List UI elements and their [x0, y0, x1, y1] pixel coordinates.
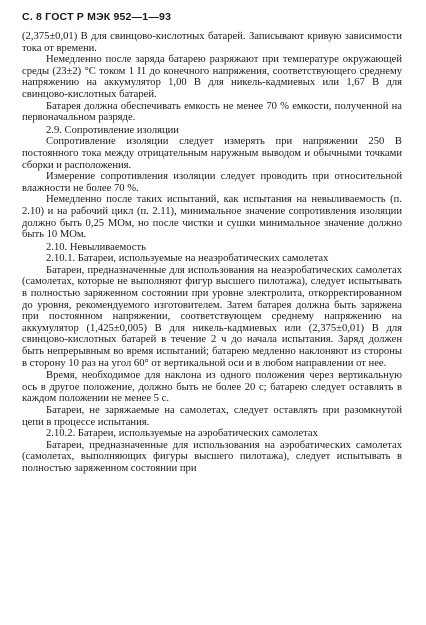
- paragraph-3: Батарея должна обеспечивать емкость не менее 70 % емкости, полученной на первоначальном разряде.: [22, 100, 402, 124]
- paragraph-6: Немедленно после таких испытаний, как испытания на невыливаемость (п. 2.10) и на рабочий цикл (п. 2.11), минимальное значение сопротивления изоляции должно быть 0,25 МОм, но после чистки и сушки минимальное значение должно быть 10 МОм.: [22, 194, 402, 241]
- paragraph-1: (2,375±0,01) В для свинцово-кислотных батарей. Записывают кривую зависимости тока от времени.: [22, 31, 402, 54]
- paragraph-7: Батареи, предназначенные для использования на неаэробатических самолетах (самолетах, которые не выполняют фигур высшего пилотажа), следует испытывать в полностью заряженном состоянии при уровне электролита, откорректированном до уровня, рекомендуемого изготовителем. Затем батарея должна быть заряжена при постоянном напряжении, соответствующем среднему напряжению на аккумулятор (1,425±0,005) В для никель-кадмиевых или (2,375±0,01) В для свинцово-кислотных батарей в течение 2 ч до начала испытания. Заряд должен быть непрерывным во время испытаний; батарею медленно наклоняют из стороны в сторону 10 раз на угол 60° от вертикальной оси и в любом направлении от нее.: [22, 264, 402, 369]
- page-header: С. 8 ГОСТ Р МЭК 952—1—93: [22, 11, 172, 23]
- paragraph-4: Сопротивление изоляции следует измерять при напряжении 250 В постоянного тока между отрицательным наружным выводом и обычными точками сборки и расположения.: [22, 136, 402, 171]
- section-heading-2-10: 2.10. Невыливаемость: [46, 241, 146, 253]
- section-heading-2-9: 2.9. Сопротивление изоляции: [46, 124, 179, 136]
- paragraph-10: Батареи, предназначенные для использования на аэробатических самолетах (самолетах, выполняющих фигуры высшего пилотажа), следует испытывать в полностью заряженном состоянии при: [22, 439, 402, 474]
- paragraph-2: Немедленно после заряда батарею разряжают при температуре окружающей среды (23±2) °С током 1 I1 до конечного напряжения, соответствующего среднему напряжению на аккумулятор 1,00 В для никель-кадмиевых или 1,67 В для свинцово-кислотных батарей.: [22, 54, 402, 100]
- paragraph-8: Время, необходимое для наклона из одного положения через вертикальную ось в другое положение, должно быть не более 20 с; батарею следует оставлять в каждом положении не менее 5 с.: [22, 370, 402, 405]
- paragraph-9: Батареи, не заряжаемые на самолетах, следует оставлять при разомкнутой цепи в процессе испытания.: [22, 405, 402, 428]
- subsection-heading-2-10-2: 2.10.2. Батареи, используемые на аэробатических самолетах: [46, 428, 318, 440]
- subsection-heading-2-10-1: 2.10.1. Батареи, используемые на неаэробатических самолетах: [46, 253, 329, 265]
- paragraph-5: Измерение сопротивления изоляции следует проводить при относительной влажности не более 70 %.: [22, 171, 402, 194]
